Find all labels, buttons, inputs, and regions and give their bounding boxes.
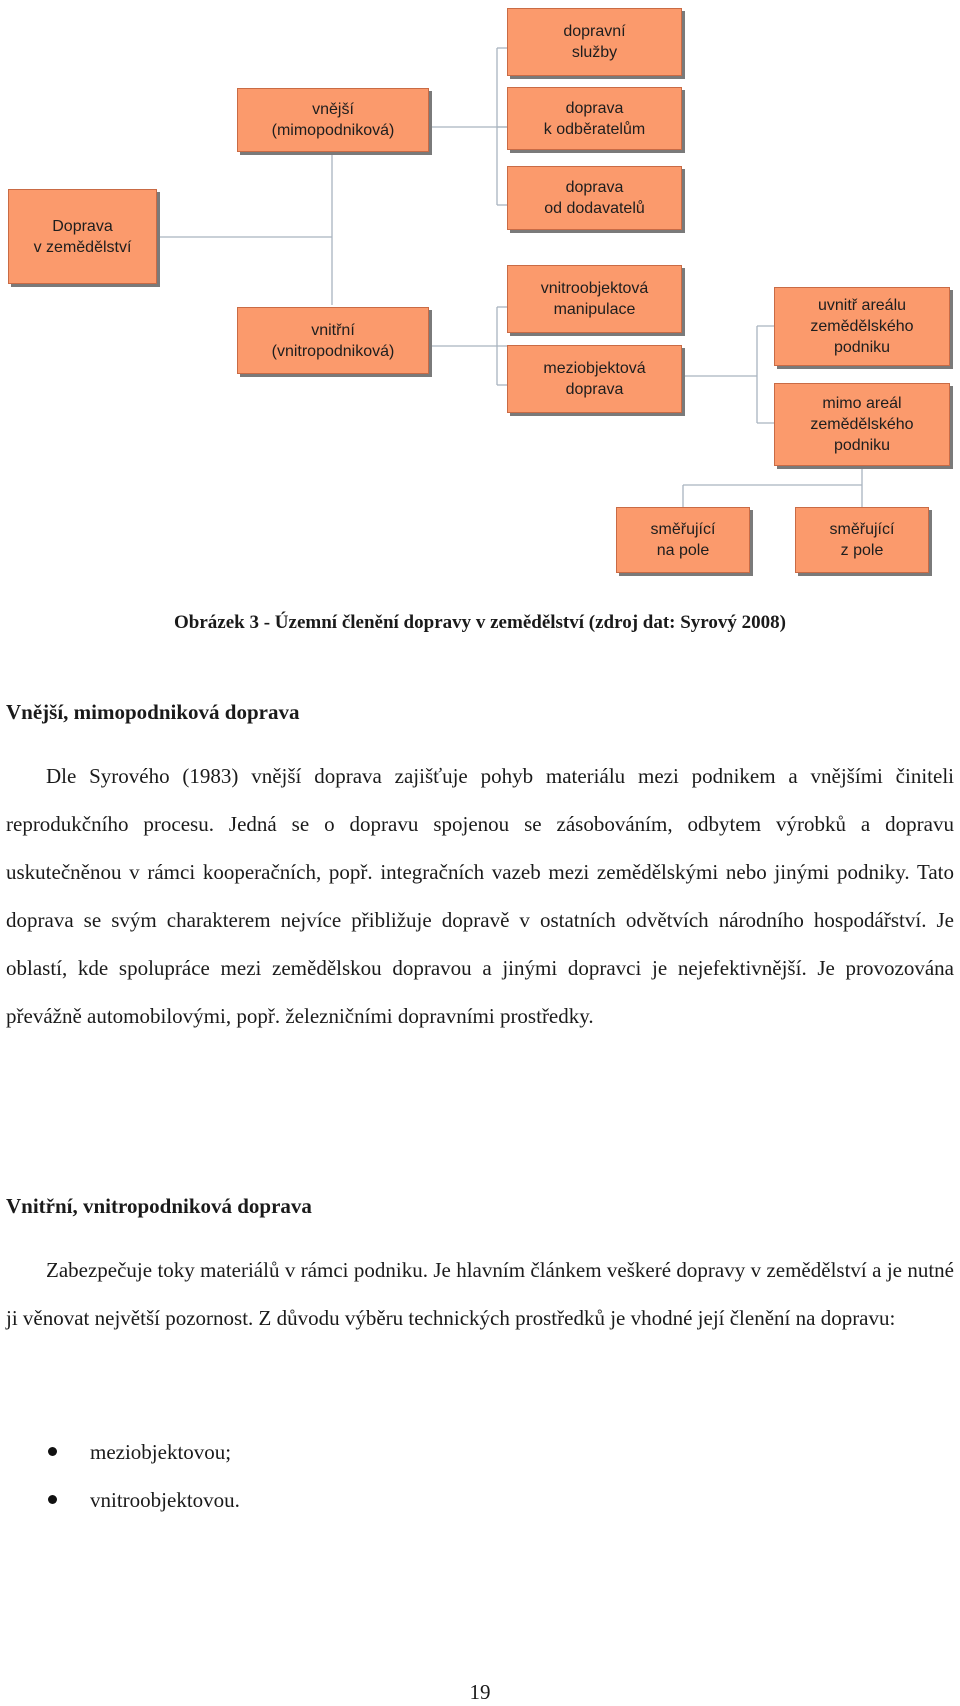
node-agriculture-transport: Doprava v zemědělství <box>8 189 157 284</box>
node-external: vnější (mimopodniková) <box>237 88 429 152</box>
section-heading-external: Vnější, mimopodniková doprava <box>6 700 300 724</box>
section-heading-internal: Vnitřní, vnitropodniková doprava <box>6 1194 312 1218</box>
paragraph-text: Zabezpečuje toky materiálů v rámci podniku. Je hlavním článkem veškeré dopravy v zemědělství a je nutné ji věnovat největší pozornost. Z důvodu výběru technických prostředků je vhodné její členění na dopravu: <box>6 1258 954 1330</box>
paragraph-text: Dle Syrového (1983) vnější doprava zajišťuje pohyb materiálu mezi podnikem a vnějšími činiteli reprodukčního procesu. Jedná se o dopravu spojenou se zásobováním, odbytem výrobků a dopravu uskutečněnou v rámci kooperačních, popř. integračních vazeb mezi zemědělskými nebo jinými podniky. Tato doprava se svým charakterem nejvíce přibližuje dopravě v ostatních odvětvích národního hospodářství. Je oblastí, kde spolupráce mezi zemědělskou dopravou a jinými dopravci je nejefektivnější. Je provozována převážně automobilovými, popř. železničními dopravními prostředky. <box>6 764 954 1028</box>
node-from-suppliers: doprava od dodavatelů <box>507 166 682 230</box>
section-paragraph-internal <box>6 1246 954 1342</box>
page-number: 19 <box>469 1680 491 1704</box>
node-from-field: směřující z pole <box>795 507 929 573</box>
bullet-dot-icon <box>48 1447 57 1456</box>
list-item-text: meziobjektovou; <box>90 1440 232 1464</box>
bullet-dot-icon <box>48 1495 57 1504</box>
section-paragraph-external <box>6 752 954 1040</box>
node-internal: vnitřní (vnitropodniková) <box>237 307 429 374</box>
figure-caption: Obrázek 3 - Územní členění dopravy v zemědělství (zdroj dat: Syrový 2008) <box>174 612 786 633</box>
node-intra-object-handling: vnitroobjektová manipulace <box>507 265 682 333</box>
node-to-customers: doprava k odběratelům <box>507 87 682 150</box>
node-inside-area: uvnitř areálu zemědělského podniku <box>774 287 950 366</box>
list-item-text: vnitroobjektovou. <box>90 1488 240 1512</box>
transport-classification-diagram <box>0 0 960 600</box>
node-to-field: směřující na pole <box>616 507 750 573</box>
node-inter-object-transport: meziobjektová doprava <box>507 345 682 413</box>
node-transport-services: dopravní služby <box>507 8 682 76</box>
node-outside-area: mimo areál zemědělského podniku <box>774 383 950 466</box>
